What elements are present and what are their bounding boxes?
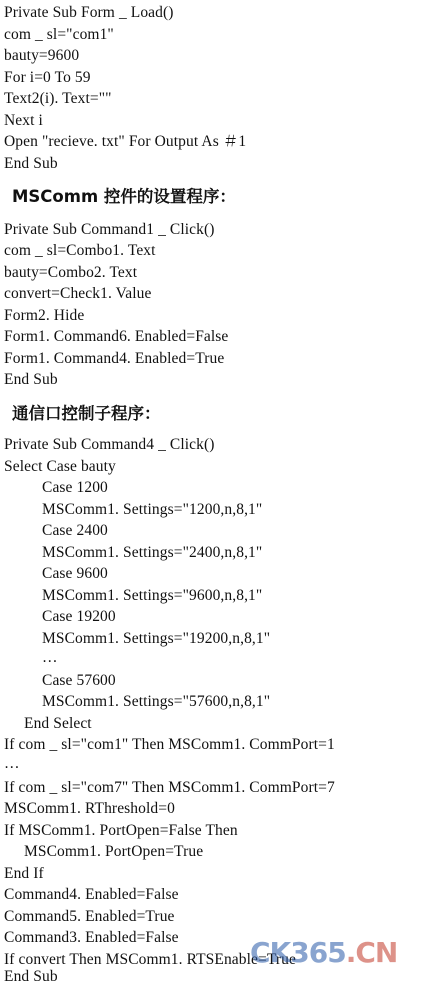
section-heading: MSComm 控件的设置程序： [12,187,236,206]
code-line: If com _ sl="com1" Then MSComm1. CommPort=1 [4,736,335,753]
code-line: com _ sl="com1" [4,26,114,43]
watermark-part1: CK365 [250,936,346,969]
code-line: Case 57600 [42,672,116,689]
code-line: Case 19200 [42,608,116,625]
code-line: Form1. Command6. Enabled=False [4,328,229,345]
code-line: End Sub [4,371,58,388]
code-line: com _ sl=Combo1. Text [4,242,156,259]
code-line: MSComm1. Settings="19200,n,8,1" [42,630,271,647]
watermark-part2: .CN [345,936,398,969]
code-line: MSComm1. RThreshold=0 [4,800,175,817]
code-line: Select Case bauty [4,458,116,475]
code-line: Form2. Hide [4,307,85,324]
code-line: MSComm1. Settings="2400,n,8,1" [42,544,263,561]
code-line: MSComm1. Settings="9600,n,8,1" [42,587,263,604]
code-line: Command5. Enabled=True [4,908,175,925]
code-line: … [4,755,20,772]
code-line: End If [4,865,44,882]
code-line: Command3. Enabled=False [4,929,179,946]
code-line: Form1. Command4. Enabled=True [4,350,225,367]
code-line: Open "recieve. txt" For Output As ＃1 [4,133,247,150]
code-line: If convert Then MSComm1. RTSEnable=True [4,951,296,968]
code-line: Case 9600 [42,565,108,582]
code-line: Case 2400 [42,522,108,539]
code-line: Private Sub Command1 _ Click() [4,221,215,238]
code-line: Next i [4,112,43,129]
code-line: End Sub [4,155,58,172]
code-line: If com _ sl="com7" Then MSComm1. CommPort=7 [4,779,335,796]
code-line: End Select [24,715,92,732]
code-line: Private Sub Form _ Load() [4,4,174,21]
code-line: Text2(i). Text="" [4,90,112,107]
code-line: bauty=9600 [4,47,80,64]
code-line: For i=0 To 59 [4,69,91,86]
code-line: Command4. Enabled=False [4,886,179,903]
code-line: MSComm1. Settings="57600,n,8,1" [42,693,271,710]
code-line: MSComm1. PortOpen=True [24,843,204,860]
code-line: End Sub [4,968,58,985]
code-line: Private Sub Command4 _ Click() [4,436,215,453]
code-line: bauty=Combo2. Text [4,264,138,281]
section-heading: 通信口控制子程序： [12,404,161,423]
code-line: MSComm1. Settings="1200,n,8,1" [42,501,263,518]
code-line: … [42,649,58,666]
code-line: Case 1200 [42,479,108,496]
code-line: If MSComm1. PortOpen=False Then [4,822,238,839]
watermark-logo [250,936,397,969]
code-line: convert=Check1. Value [4,285,152,302]
